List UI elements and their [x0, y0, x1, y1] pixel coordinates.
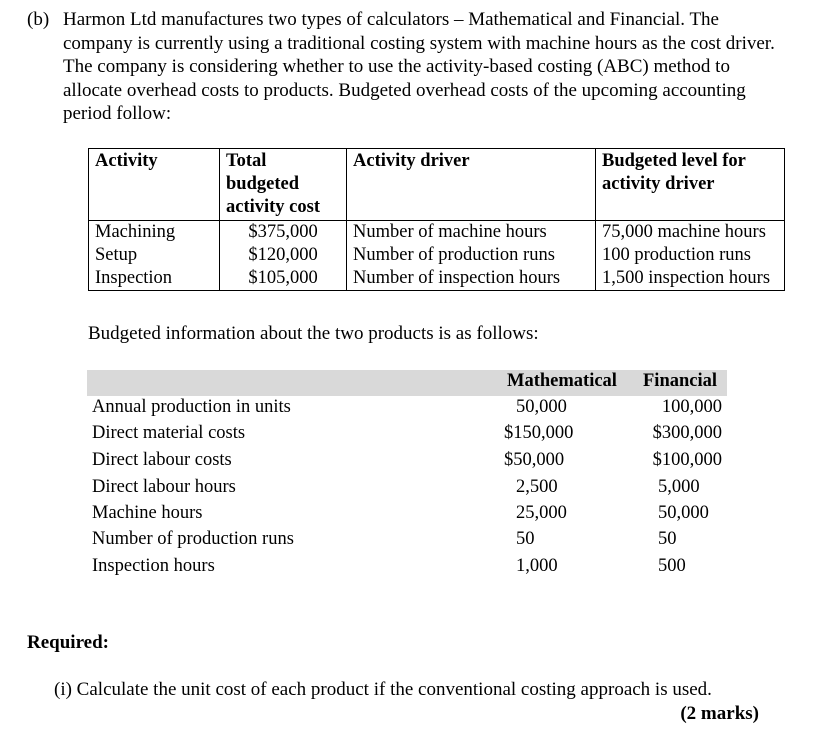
table-row — [92, 503, 732, 529]
required-item: (i) Calculate the unit cost of each product if the conventional costing approach is used. — [54, 679, 712, 700]
activity-cost: $375,000 — [220, 221, 347, 245]
table-row — [92, 397, 732, 423]
value-mathematical: 25,000 — [516, 503, 567, 523]
activity-cost: $105,000 — [220, 267, 347, 291]
row-label: Machine hours — [92, 503, 203, 523]
question-part-label: (b) — [27, 9, 50, 30]
activity-level: 1,500 inspection hours — [596, 267, 785, 291]
table-row — [89, 244, 785, 267]
product-info-intro: Budgeted information about the two products is as follows: — [88, 323, 539, 344]
value-financial: $100,000 — [652, 450, 722, 470]
question-line-4: allocate overhead costs to products. Budgeted overhead costs of the upcoming accounting — [63, 79, 746, 101]
question-line-1: (b) Harmon Ltd manufactures two types of calculators – Mathematical and Financial. The — [27, 9, 719, 30]
column-mathematical: Mathematical — [507, 371, 617, 391]
table-row — [92, 423, 732, 449]
activity-name: Inspection — [89, 267, 220, 291]
value-financial: 50 — [658, 529, 677, 549]
table-row — [92, 529, 732, 555]
table-row — [92, 477, 732, 503]
value-financial: 100,000 — [661, 397, 722, 417]
question-line-2: company is currently using a traditional costing system with machine hours as the cost driver. — [63, 32, 775, 54]
activity-name: Setup — [89, 244, 220, 267]
header-budgeted-level: Budgeted level for activity driver — [596, 149, 785, 221]
row-label: Direct labour hours — [92, 477, 236, 497]
column-financial: Financial — [643, 371, 718, 391]
table-row — [92, 450, 732, 476]
value-mathematical: 1,000 — [516, 556, 558, 576]
value-mathematical: $150,000 — [504, 423, 574, 443]
row-label: Inspection hours — [92, 556, 215, 576]
activity-driver: Number of machine hours — [347, 221, 596, 245]
required-heading: Required: — [27, 632, 109, 653]
row-label: Direct labour costs — [92, 450, 232, 470]
value-mathematical: $50,000 — [504, 450, 565, 470]
table-row — [89, 267, 785, 291]
value-financial: 50,000 — [658, 503, 709, 523]
activity-name: Machining — [89, 221, 220, 245]
activity-table-header-row — [89, 149, 785, 221]
row-label: Number of production runs — [92, 529, 294, 549]
question-line-5: period follow: — [63, 103, 172, 125]
value-mathematical: 2,500 — [516, 477, 558, 497]
activity-level: 100 production runs — [596, 244, 785, 267]
header-total-cost: Total budgeted activity cost — [220, 149, 347, 221]
activity-driver: Number of inspection hours — [347, 267, 596, 291]
header-activity-driver: Activity driver — [347, 149, 596, 221]
question-line-3: The company is considering whether to use the activity-based costing (ABC) method to — [63, 56, 730, 78]
row-label: Annual production in units — [92, 397, 291, 417]
value-financial: 5,000 — [658, 477, 700, 497]
row-label: Direct material costs — [92, 423, 246, 443]
activity-cost-table — [88, 148, 785, 291]
value-financial: 500 — [658, 556, 686, 576]
value-mathematical: 50 — [516, 529, 535, 549]
activity-level: 75,000 machine hours — [596, 221, 785, 245]
activity-cost: $120,000 — [220, 244, 347, 267]
header-activity: Activity — [89, 149, 220, 221]
marks-label: (2 marks) — [680, 703, 759, 724]
value-financial: $300,000 — [652, 423, 722, 443]
product-table-header — [87, 370, 727, 396]
table-row — [89, 221, 785, 245]
table-row — [92, 556, 732, 582]
question-paragraph — [27, 8, 801, 126]
value-mathematical: 50,000 — [516, 397, 567, 417]
activity-driver: Number of production runs — [347, 244, 596, 267]
